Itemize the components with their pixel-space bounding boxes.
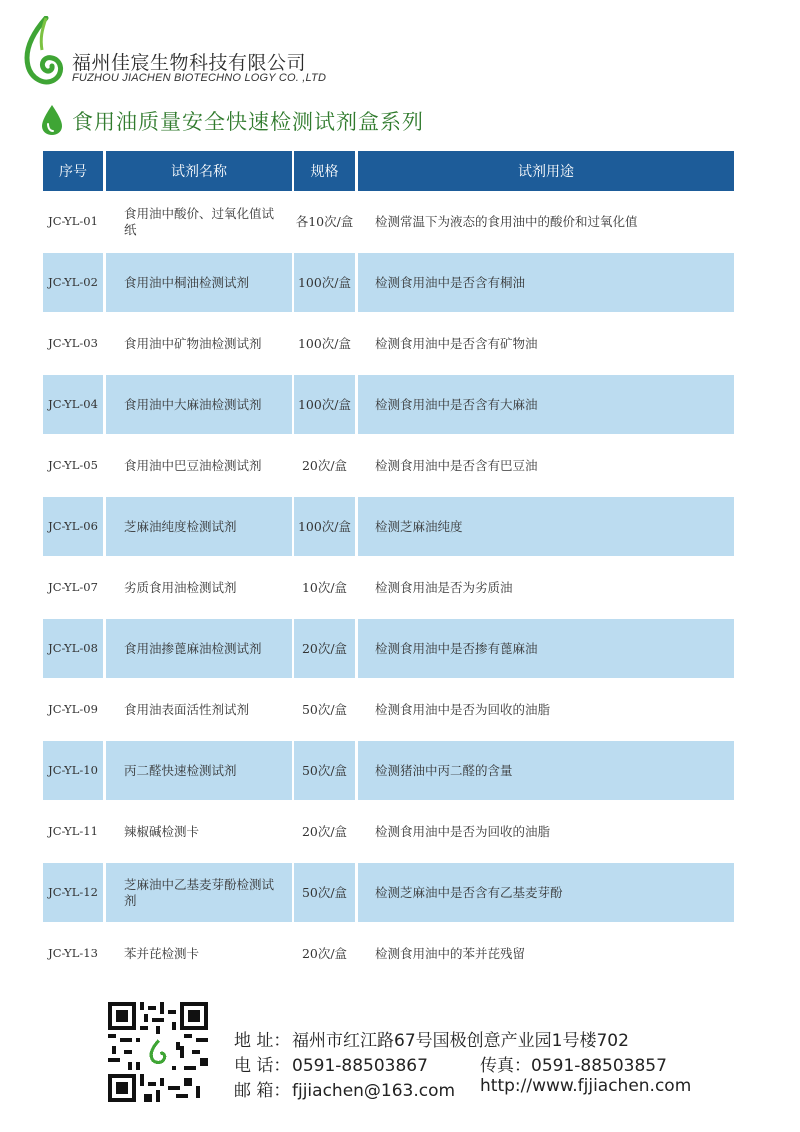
row-id: JC-YL-04 <box>43 375 103 434</box>
row-id: JC-YL-02 <box>43 253 103 312</box>
row-name: 食用油中巴豆油检测试剂 <box>124 457 262 473</box>
table-row <box>43 863 734 922</box>
contact-email <box>234 1076 455 1101</box>
company-logo-icon <box>22 16 66 88</box>
table-header <box>43 151 734 191</box>
row-spec: 100次/盒 <box>294 253 355 312</box>
row-spec: 100次/盒 <box>294 375 355 434</box>
row-name: 丙二醛快速检测试剂 <box>106 741 292 800</box>
row-use: 检测常温下为液态的食用油中的酸价和过氧化值 <box>375 213 638 229</box>
email-label: 邮 箱： <box>234 1081 291 1101</box>
row-id: JC-YL-01 <box>48 214 98 229</box>
row-id: JC-YL-09 <box>48 702 98 717</box>
row-spec: 20次/盒 <box>301 823 348 839</box>
row-spec: 100次/盒 <box>297 335 352 351</box>
row-id: JC-YL-07 <box>48 580 98 595</box>
row-name: 食用油中大麻油检测试剂 <box>106 375 292 434</box>
fax-value: 0591-88503857 <box>531 1056 667 1076</box>
fax-label: 传真： <box>480 1056 531 1076</box>
row-use: 检测食用油中是否掺有蓖麻油 <box>358 619 734 678</box>
row-spec: 10次/盒 <box>301 579 348 595</box>
header-cell-name: 试剂名称 <box>106 151 292 191</box>
contact-phone <box>234 1051 428 1076</box>
row-name: 食用油中酸价、过氧化值试纸 <box>124 205 275 237</box>
droplet-icon <box>40 104 64 136</box>
row-spec: 20次/盒 <box>301 457 348 473</box>
row-use: 检测食用油中是否含有巴豆油 <box>375 457 538 473</box>
header-cell-number: 序号 <box>43 151 103 191</box>
row-use: 检测食用油中是否为回收的油脂 <box>375 823 551 839</box>
row-name: 辣椒碱检测卡 <box>124 823 200 839</box>
row-name: 食用油掺蓖麻油检测试剂 <box>106 619 292 678</box>
row-use: 检测食用油中是否含有矿物油 <box>375 335 538 351</box>
contact-address <box>234 1026 629 1051</box>
phone-label: 电 话： <box>234 1056 291 1076</box>
series-title: 食用油质量安全快速检测试剂盒系列 <box>72 110 424 134</box>
row-id: JC-YL-12 <box>43 863 103 922</box>
phone-value: 0591-88503867 <box>292 1056 428 1076</box>
row-id: JC-YL-05 <box>48 458 98 473</box>
row-name: 苯并芘检测卡 <box>124 945 200 961</box>
header-cell-spec: 规格 <box>294 151 355 191</box>
table-row <box>43 314 734 373</box>
row-spec: 50次/盒 <box>294 741 355 800</box>
address-value: 福州市红江路67号国极创意产业园1号楼702 <box>292 1031 629 1051</box>
qr-code-icon <box>108 1002 208 1102</box>
row-name: 芝麻油中乙基麦芽酚检测试剂 <box>106 863 292 922</box>
table-row <box>43 741 734 800</box>
row-use: 检测食用油中是否含有桐油 <box>358 253 734 312</box>
row-use: 检测猪油中丙二醛的含量 <box>358 741 734 800</box>
table-row <box>43 375 734 434</box>
table-row <box>43 497 734 556</box>
row-spec: 50次/盒 <box>301 701 348 717</box>
row-use: 检测芝麻油中是否含有乙基麦芽酚 <box>358 863 734 922</box>
company-name-en: FUZHOU JIACHEN BIOTECHNO LOGY CO. ,LTD <box>72 72 327 84</box>
table-row <box>43 802 734 861</box>
row-spec: 100次/盒 <box>294 497 355 556</box>
contact-fax <box>480 1051 667 1076</box>
row-name: 食用油中矿物油检测试剂 <box>124 335 262 351</box>
row-id: JC-YL-11 <box>48 824 98 839</box>
table-row <box>43 924 734 983</box>
table-row <box>43 253 734 312</box>
row-id: JC-YL-13 <box>48 946 98 961</box>
row-use: 检测芝麻油纯度 <box>358 497 734 556</box>
row-use: 检测食用油是否为劣质油 <box>375 579 513 595</box>
row-name: 劣质食用油检测试剂 <box>124 579 237 595</box>
row-name: 食用油中桐油检测试剂 <box>106 253 292 312</box>
row-use: 检测食用油中是否含有大麻油 <box>358 375 734 434</box>
address-label: 地 址： <box>234 1031 291 1051</box>
row-id: JC-YL-03 <box>48 336 98 351</box>
row-name: 芝麻油纯度检测试剂 <box>106 497 292 556</box>
table-row <box>43 619 734 678</box>
table-row <box>43 436 734 495</box>
website-link[interactable]: http://www.fjjiachen.com <box>480 1076 692 1096</box>
table-row <box>43 680 734 739</box>
row-spec: 50次/盒 <box>294 863 355 922</box>
row-id: JC-YL-08 <box>43 619 103 678</box>
email-value[interactable]: fjjiachen@163.com <box>292 1081 456 1101</box>
row-name: 食用油表面活性剂试剂 <box>124 701 250 717</box>
row-spec: 20次/盒 <box>301 945 348 961</box>
table-row <box>43 192 734 251</box>
row-use: 检测食用油中的苯并芘残留 <box>375 945 526 961</box>
row-spec: 各10次/盒 <box>295 213 354 229</box>
header-cell-use: 试剂用途 <box>358 151 734 191</box>
row-use: 检测食用油中是否为回收的油脂 <box>375 701 551 717</box>
row-spec: 20次/盒 <box>294 619 355 678</box>
table-row <box>43 558 734 617</box>
row-id: JC-YL-06 <box>43 497 103 556</box>
row-id: JC-YL-10 <box>43 741 103 800</box>
company-name-cn: 福州佳宸生物科技有限公司 <box>72 52 307 74</box>
